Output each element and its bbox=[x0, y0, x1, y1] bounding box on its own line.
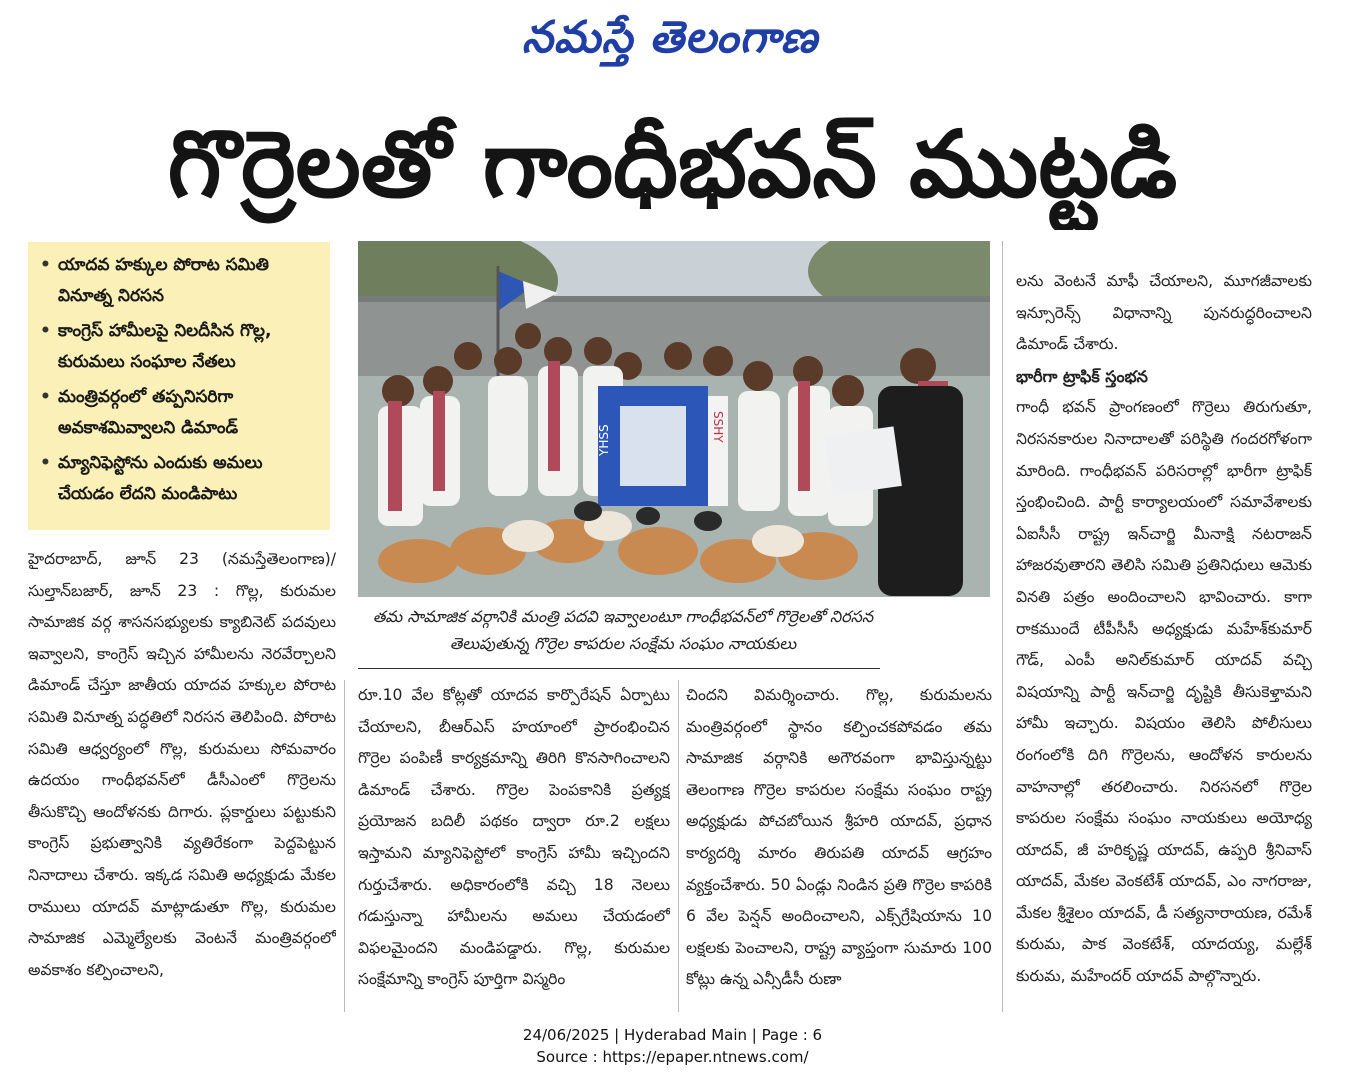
article-paragraph: రూ.10 వేల కోట్లతో యాదవ కార్పొరేషన్ ఏర్పాటు చేయాలని, బీఆర్‌ఎస్ హయాంలో ప్రారంభించిన గొర్రెల పంపిణీ కార్యక్రమాన్ని తిరిగి కొనసాగించాలని డిమాండ్ చేశారు. గొర్రెల పెంపకానికి ప్రత్యక్ష ప్రయోజన బదిలీ పథకం ద్వారా రూ.2 లక్షలు ఇస్తామని మ్యానిఫెస్టోలో కాంగ్రెస్ హామీ ఇచ్చిందని గుర్తుచేశారు. అధికారంలోకి వచ్చి 18 నెలలు గడుస్తున్నా హామీలను అమలు చేయడంలో విఫలమైందని మండిపడ్డారు. గొల్ల, కురుమల సంక్షేమాన్ని కాంగ్రెస్ పూర్తిగా విస్మరిం bbox=[358, 686, 670, 989]
article-subheading: భారీగా ట్రాఫిక్ స్తంభన bbox=[1016, 366, 1148, 386]
article-paragraph: హైదరాబాద్, జూన్ 23 (నమస్తేతెలంగాణ)/ సుల్తాన్‌బజార్, జూన్ 23 : గొల్ల, కురుమల సామాజిక వర్గ శాసనసభ్యులకు క్యాబినెట్ పదవులు ఇవ్వాలని, కాంగ్రెస్ ఇచ్చిన హామీలను నెరవేర్చాలని డిమాండ్ చేస్తూ జాతీయ యాదవ హక్కుల పోరాట సమితి వినూత్న పద్ధతిలో నిరసన తెలిపింది. పోరాట సమితి ఆధ్వర్యంలో గొల్ల, కురుమలు సోమవారం ఉదయం గాంధీభవన్‌లో డీసీఎంలో గొర్రెలను తీసుకొచ్చి ఆందోళనకు దిగారు. ప్లకార్డులు పట్టుకుని కాంగ్రెస్ ప్రభుత్వానికి వ్యతిరేకంగా పెద్దపెట్టున నినాదాలు చేశారు. ఇక్కడ సమితి అధ్యక్షుడు మేకల రాములు యాదవ్ మాట్లాడుతూ గొల్ల, కురుమల సామాజిక ఎమ్మెల్యేలకు వెంటనే మంత్రివర్గంలో అవకాశం కల్పించాలని, bbox=[28, 550, 336, 979]
footer-edition-info: 24/06/2025 | Hyderabad Main | Page : 6 bbox=[522, 1026, 823, 1044]
article-headline: గొర్రెలతో గాంధీభవన్ ముట్టడి bbox=[167, 111, 1178, 218]
highlight-item: • యాదవ హక్కుల పోరాట సమితి వినూత్న నిరసన bbox=[40, 250, 322, 312]
footer-source: Source : https://epaper.ntnews.com/ bbox=[536, 1048, 809, 1066]
newspaper-masthead: నమస్తే తెలంగాణ bbox=[521, 12, 819, 63]
protest-photo bbox=[358, 241, 990, 597]
article-paragraph: చిందని విమర్శించారు. గొల్ల, కురుమలను మంత్రివర్గంలో స్థానం కల్పించకపోవడం తమ సామాజిక వర్గానికి అగౌరవంగా భావిస్తున్నట్టు తెలంగాణ గొర్రెల కాపరుల సంక్షేమ సంఘం రాష్ట్ర అధ్యక్షుడు పోచబోయిన శ్రీహరి యాదవ్, ప్రధాన కార్యదర్శి మారం తిరుపతి యాదవ్ ఆగ్రహం వ్యక్తంచేశారు. 50 ఏండ్లు నిండిన ప్రతి గొర్రెల కాపరికి 6 వేల పెన్షన్ అందించాలని, ఎక్స్‌గ్రేషియాను 10 లక్షలకు పెంచాలని, రాష్ట్ర వ్యాప్తంగా సుమారు 100 కోట్లు ఉన్న ఎన్సీడీసీ రుణా bbox=[686, 686, 992, 989]
banner-text-2: SSHY bbox=[711, 411, 725, 443]
column-divider bbox=[1002, 241, 1003, 1012]
article-column-4 bbox=[1016, 266, 1312, 1012]
highlight-item: • మ్యానిఫెస్టోను ఎందుకు అమలు చేయడం లేదని మండిపాటు bbox=[40, 448, 322, 510]
article-column-2 bbox=[358, 680, 670, 1012]
article-column-3 bbox=[686, 680, 992, 1012]
highlight-item: • కాంగ్రెస్ హామీలపై నిలదీసిన గొల్ల, కురుమలు సంఘాల నేతలు bbox=[40, 316, 322, 378]
column-divider bbox=[344, 680, 345, 1012]
protest-photo-illustration bbox=[358, 241, 990, 597]
article-column-1 bbox=[28, 544, 336, 1012]
article-paragraph: గాంధీ భవన్ ప్రాంగణంలో గొర్రెలు తిరుగుతూ, నిరసనకారుల నినాదాలతో పరిస్థితి గందరగోళంగా మారింది. గాంధీభవన్ పరిసరాల్లో భారీగా ట్రాఫిక్ స్తంభించింది. పార్టీ కార్యాలయంలో సమావేశాలకు ఏఐసీసీ రాష్ట్ర ఇన్‌చార్జి మీనాక్షి నటరాజన్ హాజరవుతారని తెలిసి సమితి ప్రతినిధులు ఆమెకు వినతి పత్రం అందించాలని భావించారు. కాగా రాకముందే టీపీసీసీ అధ్యక్షుడు మహేశ్‌కుమార్ గౌడ్, ఎంపీ అనిల్‌కుమార్ యాదవ్ వచ్చి విషయాన్ని పార్టీ ఇన్‌చార్జి దృష్టికి తీసుకెళ్తామని హామీ ఇచ్చారు. విషయం తెలిసి పోలీసులు రంగంలోకి దిగి గొర్రెలను, ఆందోళన కారులను వాహనాల్లో తరలించారు. నిరసనలో గొర్రెల కాపరుల సంక్షేమ సంఘం నాయకులు అయోధ్య యాదవ్, జీ హరికృష్ణ యాదవ్, ఉప్పరి శ్రీనివాస్ యాదవ్, మేకల వెంకటేశ్ యాదవ్, ఎం నాగరాజు, మేకల శ్రీశైలం యాదవ్, డీ సత్యనారాయణ, రమేశ్ కురుమ, పాక వెంకటేశ్, యాదయ్య, మల్లేశ్ కురుమ, మహేందర్ యాదవ్ పాల్గొన్నారు. bbox=[1016, 398, 1312, 986]
photo-caption: తమ సామాజిక వర్గానికి మంత్రి పదవి ఇవ్వాలంటూ గాంధీభవన్‌లో గొర్రెలతో నిరసన తెలుపుతున్న గొర్రెల కాపరుల సంక్షేమ సంఘం నాయకులు bbox=[372, 607, 874, 653]
article-paragraph: లను వెంటనే మాఫీ చేయాలని, మూగజీవాలకు ఇన్సూరెన్స్ విధానాన్ని పునరుద్ధరించాలని డిమాండ్ చేశారు. bbox=[1016, 272, 1312, 354]
highlights-box bbox=[28, 242, 330, 530]
highlight-item: • మంత్రివర్గంలో తప్పనిసరిగా అవకాశమివ్వాలని డిమాండ్ bbox=[40, 382, 322, 444]
banner-text: YHSS bbox=[597, 424, 611, 456]
column-divider bbox=[678, 680, 679, 1012]
caption-divider bbox=[358, 668, 880, 669]
